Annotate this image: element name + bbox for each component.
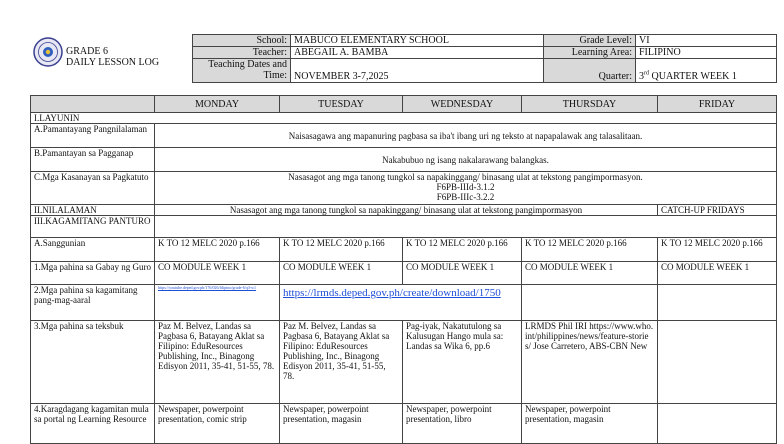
- teacher-label: Teacher:: [193, 47, 291, 59]
- row-label-karagdagang-kagamitan: 4.Karagdagang kagamitan mula sa portal ng Learning Resource: [31, 404, 155, 444]
- day-header-wednesday: WEDNESDAY: [403, 96, 522, 113]
- pamantayang-pangnilalaman-value: Naisasagawa ang mapanuring pagbasa sa iba't ibang uri ng teksto at napapalawak ang talasalitaan.: [155, 124, 777, 148]
- row-label-pamantayan-pagganap: B.Pamantayan sa Pagganap: [31, 148, 155, 172]
- karagdagang-wednesday: Newspaper, powerpoint presentation, libro: [403, 404, 522, 444]
- deped-seal: [33, 37, 63, 67]
- pamantayan-pagganap-value: Nakabubuo ng isang nakalarawang balangkas.: [155, 148, 777, 172]
- teksbuk-wednesday: Pag-iyak, Nakatutulong sa Kalusugan Hango mula sa: Landas sa Wika 6, pp.6: [403, 321, 522, 404]
- nilalaman-value: Nasasagot ang mga tanong tungkol sa napakinggang/ binasang ulat at tekstong pangimpormasyon: [155, 205, 658, 216]
- kasanayan-text: Nasasagot ang mga tanong tungkol sa napakinggang/ binasang ulat at tekstong pangimpormasyon.: [288, 172, 643, 182]
- sanggunian-thursday: K TO 12 MELC 2020 p.166: [522, 238, 658, 262]
- kagamitan-small-link[interactable]: https://youtube.deped.gov.ph/176/026/filipino/grade-6/q3-w1: [158, 285, 257, 290]
- kagamitan-friday: [658, 285, 777, 321]
- school-value: MABUCO ELEMENTARY SCHOOL: [291, 35, 544, 47]
- row-label-kagamitang-mag-aaral: 2.Mga pahina sa kagamitang pang-mag-aaral: [31, 285, 155, 321]
- header-info-table: [192, 34, 777, 83]
- row-label-sanggunian: A.Sanggunian: [31, 238, 155, 262]
- kasanayan-code-1: F6PB-IIId-3.1.2: [436, 182, 495, 192]
- lesson-log-table: [30, 95, 777, 444]
- day-header-friday: FRIDAY: [658, 96, 777, 113]
- dates-label-line2: Time:: [263, 70, 287, 81]
- dates-value: NOVEMBER 3-7,2025: [291, 59, 544, 83]
- quarter-value: [636, 59, 777, 83]
- teksbuk-friday: [658, 321, 777, 404]
- karagdagang-monday: Newspaper, powerpoint presentation, comic strip: [155, 404, 280, 444]
- row-label-kagamitang-panturo: III.KAGAMITANG PANTURO: [31, 216, 155, 238]
- kasanayan-code-2: F6PB-IIIc-3.2.2: [436, 192, 495, 202]
- sanggunian-wednesday: K TO 12 MELC 2020 p.166: [403, 238, 522, 262]
- document-title: DAILY LESSON LOG: [66, 57, 160, 68]
- gabay-wednesday: CO MODULE WEEK 1: [403, 262, 522, 285]
- gabay-monday: CO MODULE WEEK 1: [155, 262, 280, 285]
- sanggunian-monday: K TO 12 MELC 2020 p.166: [155, 238, 280, 262]
- sanggunian-tuesday: K TO 12 MELC 2020 p.166: [280, 238, 403, 262]
- quarter-number: 3: [639, 71, 644, 82]
- grade-level-label: Grade Level:: [544, 35, 636, 47]
- grade-level-value: VI: [636, 35, 777, 47]
- row-label-teksbuk: 3.Mga pahina sa teksbuk: [31, 321, 155, 404]
- gabay-friday: CO MODULE WEEK 1: [658, 262, 777, 285]
- teksbuk-monday: Paz M. Belvez, Landas sa Pagbasa 6, Batayang Aklat sa Filipino: EduResources Publishing, Inc., Binagong Edisyon 2011, 35-41, 51-55, 78.: [155, 321, 280, 404]
- karagdagang-thursday: Newspaper, powerpoint presentation, magasin: [522, 404, 658, 444]
- dates-label-line1: Teaching Dates and: [208, 59, 287, 70]
- sanggunian-friday: K TO 12 MELC 2020 p.166: [658, 238, 777, 262]
- nilalaman-friday: CATCH-UP FRIDAYS: [658, 205, 777, 216]
- gabay-tuesday: CO MODULE WEEK 1: [280, 262, 403, 285]
- day-header-thursday: THURSDAY: [522, 96, 658, 113]
- gabay-thursday: CO MODULE WEEK 1: [522, 262, 658, 285]
- row-label-nilalaman: II.NILALAMAN: [31, 205, 155, 216]
- teksbuk-thursday: LRMDS Phil IRI https://www.who.int/philippines/news/feature-stories/ Jose Carretero, ABS-CBN New: [522, 321, 658, 404]
- karagdagang-tuesday: Newspaper, powerpoint presentation, magasin: [280, 404, 403, 444]
- teacher-value: ABEGAIL A. BAMBA: [291, 47, 544, 59]
- dates-label: [193, 59, 291, 83]
- section-layunin: I.LAYUNIN: [31, 113, 777, 124]
- row-label-pamantayang-pangnilalaman: A.Pamantayang Pangnilalaman: [31, 124, 155, 148]
- grade-title: GRADE 6: [66, 46, 108, 57]
- karagdagang-friday: [658, 404, 777, 444]
- row-label-gabay-guro: 1.Mga pahina sa Gabay ng Guro: [31, 262, 155, 285]
- day-header-tuesday: TUESDAY: [280, 96, 403, 113]
- row-label-kasanayan: C.Mga Kasanayan sa Pagkatuto: [31, 172, 155, 205]
- kagamitan-tue-wed: [280, 285, 522, 321]
- quarter-suffix: rd: [644, 70, 649, 77]
- kagamitan-thursday: [522, 285, 658, 321]
- learning-area-value: FILIPINO: [636, 47, 777, 59]
- school-label: School:: [193, 35, 291, 47]
- kagamitang-panturo-blank: [155, 216, 777, 238]
- day-header-monday: MONDAY: [155, 96, 280, 113]
- teksbuk-tuesday: Paz M. Belvez, Landas sa Pagbasa 6, Batayang Aklat sa Filipino: EduResources Publishing, Inc., Binagong Edisyon 2011, 35-41, 51-55, 78.: [280, 321, 403, 404]
- lrmds-link[interactable]: https://lrmds.deped.gov.ph/create/download/1750: [283, 287, 501, 299]
- kasanayan-value: [155, 172, 777, 205]
- quarter-label: Quarter:: [544, 59, 636, 83]
- quarter-text: QUARTER WEEK 1: [651, 71, 737, 82]
- corner-cell: [31, 96, 155, 113]
- kagamitan-monday: [155, 285, 280, 321]
- learning-area-label: Learning Area:: [544, 47, 636, 59]
